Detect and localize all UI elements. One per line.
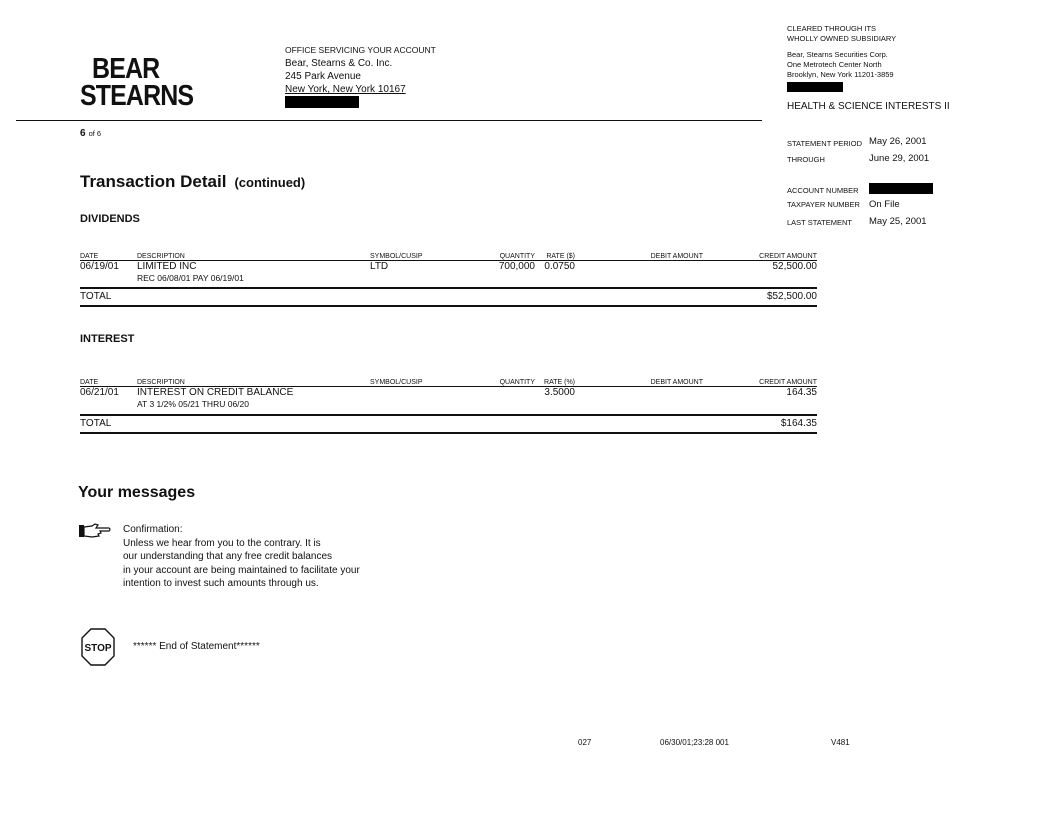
redacted-block xyxy=(787,82,843,92)
col-symbol: SYMBOL/CUSIP xyxy=(370,376,450,387)
interest-table xyxy=(80,376,817,410)
interest-heading: INTEREST xyxy=(80,333,135,345)
footer-timestamp: 06/30/01;23:28 001 xyxy=(660,738,729,747)
row-symbol xyxy=(370,387,450,411)
messages-title: Your messages xyxy=(78,484,196,501)
clearing-line-1: CLEARED THROUGH ITS xyxy=(787,24,877,33)
total-value: $164.35 xyxy=(780,418,817,429)
office-city: New York, New York 10167 xyxy=(285,84,406,95)
row-date: 06/19/01 xyxy=(80,261,119,272)
col-rate: RATE (%) xyxy=(535,376,575,387)
footer-code: 027 xyxy=(578,738,592,747)
col-description: DESCRIPTION xyxy=(137,250,370,261)
row-description-main: INTEREST ON CREDIT BALANCE xyxy=(137,387,294,398)
row-rate: 0.0750 xyxy=(544,261,575,272)
row-description xyxy=(137,387,370,411)
logo-line-1: BEAR xyxy=(92,53,160,85)
dividends-heading: DIVIDENDS xyxy=(80,213,140,225)
office-name: Bear, Stearns & Co. Inc. xyxy=(285,58,393,69)
row-quantity: 700,000 xyxy=(498,261,535,272)
col-symbol: SYMBOL/CUSIP xyxy=(370,250,450,261)
row-description-sub: AT 3 1/2% 05/21 THRU 06/20 xyxy=(137,399,249,409)
total-label: TOTAL xyxy=(80,418,112,429)
row-debit xyxy=(575,261,703,285)
table-row xyxy=(80,387,817,411)
last-statement-label: LAST STATEMENT xyxy=(787,218,853,227)
page-number xyxy=(80,128,101,139)
message-line: Confirmation: xyxy=(123,524,183,535)
account-holder-name: HEALTH & SCIENCE INTERESTS II xyxy=(787,101,950,112)
section-title-text: Transaction Detail xyxy=(80,172,227,191)
through-value: June 29, 2001 xyxy=(869,153,930,164)
bear-stearns-logo xyxy=(80,53,194,112)
clearing-city: Brooklyn, New York 11201-3859 xyxy=(787,70,894,79)
through-label: THROUGH xyxy=(787,155,825,164)
table-header-row xyxy=(80,250,817,261)
statement-period-value: May 26, 2001 xyxy=(869,136,927,147)
col-quantity: QUANTITY xyxy=(450,376,535,387)
clearing-info xyxy=(787,24,1047,95)
account-number-label: ACCOUNT NUMBER xyxy=(787,186,859,195)
col-debit: DEBIT AMOUNT xyxy=(575,376,703,387)
row-rate: 3.5000 xyxy=(544,387,575,398)
message-line: in your account are being maintained to facilitate your xyxy=(123,564,360,576)
total-value: $52,500.00 xyxy=(766,291,817,302)
footer-code-2: V481 xyxy=(831,738,850,747)
taxpayer-number-value: On File xyxy=(869,199,900,210)
col-credit: CREDIT AMOUNT xyxy=(703,250,817,261)
row-date: 06/21/01 xyxy=(80,387,119,398)
row-description-main: LIMITED INC xyxy=(137,261,197,272)
row-credit: 52,500.00 xyxy=(772,261,817,272)
page-total: of 6 xyxy=(88,129,102,138)
row-debit xyxy=(575,387,703,411)
taxpayer-number-label: TAXPAYER NUMBER xyxy=(787,200,860,209)
col-credit: CREDIT AMOUNT xyxy=(703,376,817,387)
col-date: DATE xyxy=(80,250,137,261)
office-street: 245 Park Avenue xyxy=(285,71,361,82)
interest-total-row xyxy=(80,414,817,434)
table-header-row xyxy=(80,376,817,387)
clearing-street: One Metrotech Center North xyxy=(787,60,882,69)
statement-period-label: STATEMENT PERIOD xyxy=(787,139,863,148)
table-row xyxy=(80,261,817,285)
message-body xyxy=(123,523,360,591)
office-address xyxy=(285,44,436,112)
total-label: TOTAL xyxy=(80,291,112,302)
office-label: OFFICE SERVICING YOUR ACCOUNT xyxy=(285,45,436,55)
stop-sign-icon xyxy=(81,628,115,671)
col-quantity: QUANTITY xyxy=(450,250,535,261)
row-credit: 164.35 xyxy=(786,387,817,398)
last-statement-value: May 25, 2001 xyxy=(869,216,927,227)
message-line: our understanding that any free credit balances xyxy=(123,551,333,562)
page-current: 6 xyxy=(80,128,86,139)
message-line: Unless we hear from you to the contrary. It is xyxy=(123,537,321,549)
header-divider xyxy=(16,120,762,121)
row-quantity xyxy=(450,387,535,411)
redacted-block xyxy=(869,183,933,194)
row-description-sub: REC 06/08/01 PAY 06/19/01 xyxy=(137,273,244,283)
clearing-corp: Bear, Stearns Securities Corp. xyxy=(787,50,888,59)
row-symbol: LTD xyxy=(370,261,389,272)
redacted-block xyxy=(285,96,359,108)
col-date: DATE xyxy=(80,376,137,387)
pointing-hand-icon xyxy=(78,523,112,544)
section-continued: (continued) xyxy=(234,175,306,190)
message-line: intention to invest such amounts through us. xyxy=(123,578,319,589)
stop-label: STOP xyxy=(84,643,112,654)
row-description xyxy=(137,261,370,285)
col-debit: DEBIT AMOUNT xyxy=(575,250,703,261)
col-description: DESCRIPTION xyxy=(137,376,370,387)
logo-line-2: STEARNS xyxy=(80,80,194,112)
section-title xyxy=(80,172,305,192)
end-of-statement: ****** End of Statement****** xyxy=(133,641,260,652)
dividends-total-row xyxy=(80,287,817,307)
col-rate: RATE ($) xyxy=(535,250,575,261)
dividends-table xyxy=(80,250,817,284)
clearing-line-2: WHOLLY OWNED SUBSIDIARY xyxy=(787,34,897,43)
